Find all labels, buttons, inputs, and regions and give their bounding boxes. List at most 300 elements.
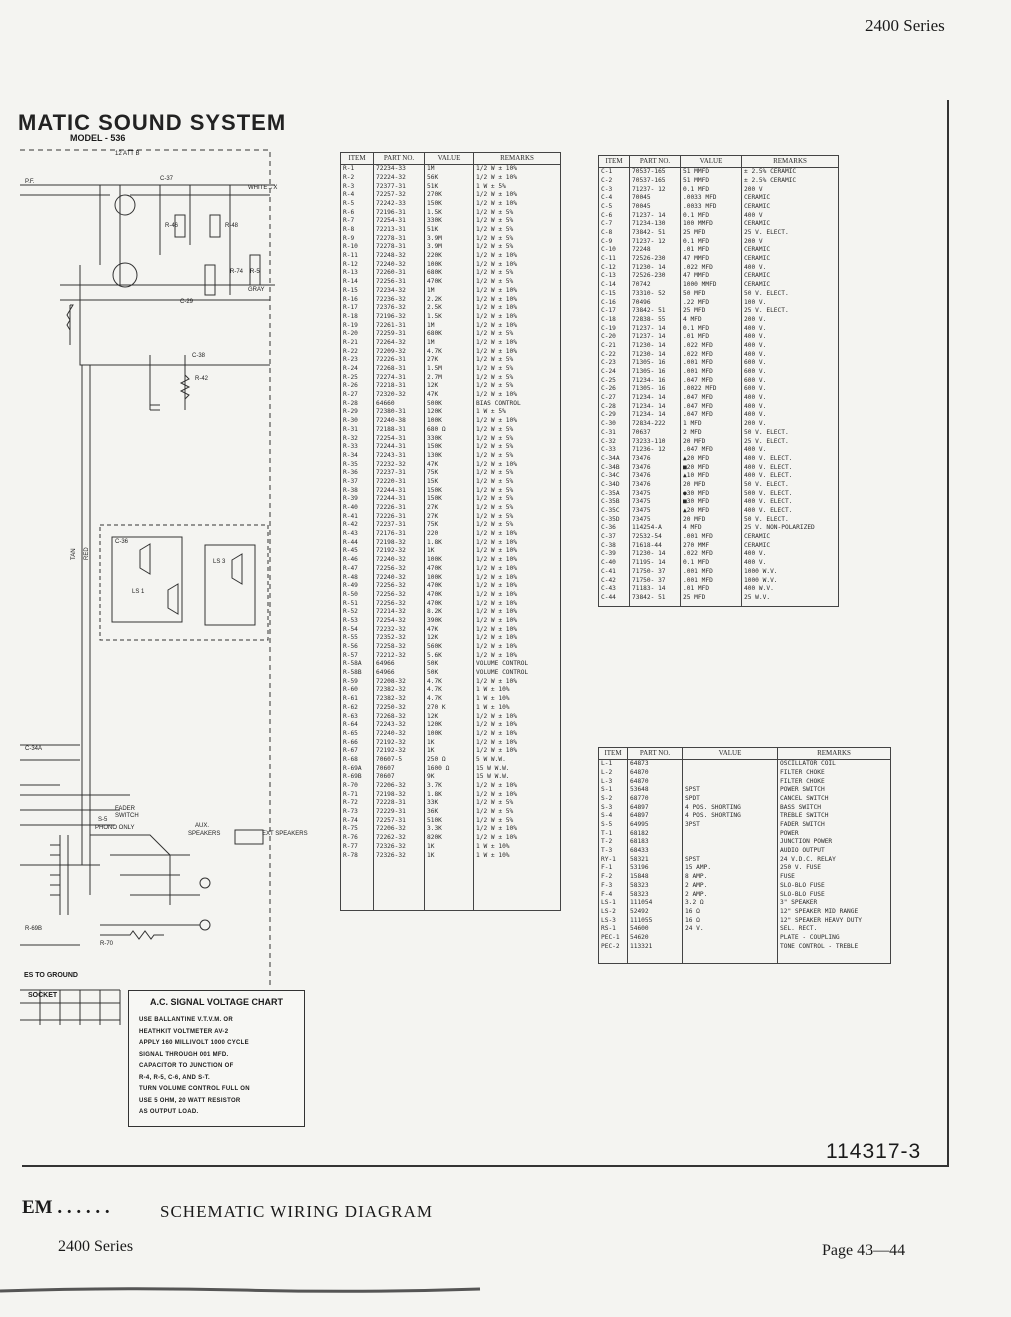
table-cell: 1/2 W ± 5% <box>474 235 561 244</box>
table-row <box>341 565 561 574</box>
table-cell: 1/2 W ± 10% <box>474 825 561 834</box>
table-cell: .022 MFD <box>681 550 742 559</box>
table-cell: 1/2 W ± 10% <box>474 295 561 304</box>
table-cell: R-52 <box>341 608 374 617</box>
table-cell: SPST <box>683 856 778 865</box>
table-row <box>341 599 561 608</box>
table-cell: C-39 <box>599 550 630 559</box>
svg-text:FADER: FADER <box>115 806 136 812</box>
svg-text:AUX.: AUX. <box>195 823 210 829</box>
table-cell: .047 MFD <box>681 403 742 412</box>
table-cell: 3.9M <box>425 235 474 244</box>
table-row <box>599 507 839 516</box>
table-cell: R-58B <box>341 669 374 678</box>
table-cell: 71750- 37 <box>630 568 681 577</box>
table-cell: 100 MMFD <box>681 220 742 229</box>
table-row <box>599 264 839 273</box>
table-cell: R-12 <box>341 261 374 270</box>
table-cell: 100K <box>425 556 474 565</box>
table-cell: C-19 <box>599 324 630 333</box>
table-cell: F-4 <box>599 890 628 899</box>
table-cell: 71237- 14 <box>630 211 681 220</box>
table-cell: 72320-32 <box>374 391 425 400</box>
table-cell: R-47 <box>341 565 374 574</box>
table-cell: ●30 MFD <box>681 489 742 498</box>
table-cell: 1.5K <box>425 208 474 217</box>
table-cell: 72254-31 <box>374 217 425 226</box>
table-cell: 1/2 W ± 5% <box>474 217 561 226</box>
table-cell: C-16 <box>599 298 630 307</box>
table-row <box>599 864 891 873</box>
svg-text:12 ATT B: 12 ATT B <box>115 151 140 157</box>
table-cell: C-35A <box>599 489 630 498</box>
table-cell: R-42 <box>341 521 374 530</box>
table-cell: 1/2 W ± 10% <box>474 252 561 261</box>
table-cell: 200 V. <box>742 420 839 429</box>
svg-text:R-42: R-42 <box>195 376 209 382</box>
table-cell: 100K <box>425 417 474 426</box>
table-cell: 72377-31 <box>374 182 425 191</box>
table-cell: 400 V. <box>742 403 839 412</box>
table-cell: 1/2 W ± 5% <box>474 382 561 391</box>
table-cell: 0.1 MFD <box>681 238 742 247</box>
table-cell: C-41 <box>599 568 630 577</box>
table-cell: 3.2 Ω <box>683 899 778 908</box>
table-cell: F-3 <box>599 882 628 891</box>
table-cell: 1/2 W ± 10% <box>474 261 561 270</box>
table-cell: 1/2 W ± 10% <box>474 287 561 296</box>
table-cell: PEC-1 <box>599 934 628 943</box>
table-cell: 15K <box>425 478 474 487</box>
table-cell: R-8 <box>341 226 374 235</box>
table-cell: .0033 MFD <box>681 203 742 212</box>
table-cell: 3PST <box>683 821 778 830</box>
table-cell: 4.7K <box>425 678 474 687</box>
table-cell <box>683 760 778 769</box>
table-row <box>599 942 891 951</box>
table-cell: .01 MFD <box>681 246 742 255</box>
table-row <box>341 217 561 226</box>
table-row <box>341 374 561 383</box>
table-cell: 68770 <box>628 795 683 804</box>
misc-parts-table-header <box>599 748 891 760</box>
table-row <box>341 295 561 304</box>
table-cell: 1K <box>425 843 474 852</box>
table-cell: 53648 <box>628 786 683 795</box>
table-row <box>341 486 561 495</box>
table-cell: 72240-32 <box>374 730 425 739</box>
table-cell: 400 V. <box>742 411 839 420</box>
table-cell: 16 Ω <box>683 916 778 925</box>
table-row <box>341 313 561 322</box>
table-cell: 1 W ± 10% <box>474 686 561 695</box>
table-cell: .01 MFD <box>681 333 742 342</box>
table-row <box>341 556 561 565</box>
table-row <box>599 795 891 804</box>
table-row <box>599 229 839 238</box>
column-header: REMARKS <box>742 156 839 168</box>
table-cell: 71237- 14 <box>630 333 681 342</box>
table-cell: 71234-130 <box>630 220 681 229</box>
voltage-chart-line: HEATHKIT VOLTMETER AV-2 <box>139 1028 229 1035</box>
table-cell: 270K <box>425 191 474 200</box>
table-cell: 1/2 W ± 5% <box>474 486 561 495</box>
table-row <box>341 252 561 261</box>
table-cell: 200 V <box>742 238 839 247</box>
table-row <box>599 203 839 212</box>
table-cell: 1M <box>425 339 474 348</box>
table-cell: C-24 <box>599 368 630 377</box>
table-cell: R-75 <box>341 825 374 834</box>
table-cell: 64870 <box>628 769 683 778</box>
table-row <box>599 568 839 577</box>
table-cell: R-6 <box>341 208 374 217</box>
table-cell: R-62 <box>341 704 374 713</box>
table-cell: 73475 <box>630 507 681 516</box>
table-cell: F-2 <box>599 873 628 882</box>
table-cell: LS-3 <box>599 916 628 925</box>
table-cell: 51 MMFD <box>681 177 742 186</box>
table-cell: 72198-32 <box>374 791 425 800</box>
table-row <box>341 634 561 643</box>
table-cell: 1/2 W ± 10% <box>474 625 561 634</box>
table-cell: 20 MFD <box>681 516 742 525</box>
table-cell: 1M <box>425 165 474 174</box>
table-cell: 4 MFD <box>681 316 742 325</box>
table-cell: 72196-31 <box>374 208 425 217</box>
table-cell: 25 V. NON-POLARIZED <box>742 524 839 533</box>
table-cell: 1.8K <box>425 539 474 548</box>
table-cell: R-20 <box>341 330 374 339</box>
table-row <box>341 808 561 817</box>
socket-label: SOCKET <box>28 992 58 999</box>
table-cell: 53196 <box>628 864 683 873</box>
table-cell: 560K <box>425 643 474 652</box>
table-cell: 54600 <box>628 925 683 934</box>
table-cell: 8.2K <box>425 608 474 617</box>
table-cell: 0.1 MFD <box>681 185 742 194</box>
table-cell: R-43 <box>341 530 374 539</box>
table-cell: 220 <box>425 530 474 539</box>
table-row <box>599 281 839 290</box>
table-cell: CERAMIC <box>742 281 839 290</box>
table-cell: 72352-32 <box>374 634 425 643</box>
table-cell: 50 V. ELECT. <box>742 290 839 299</box>
table-cell: 72226-31 <box>374 356 425 365</box>
table-row <box>599 786 891 795</box>
table-cell: 1M <box>425 287 474 296</box>
table-row <box>341 704 561 713</box>
table-cell: 70607 <box>374 773 425 782</box>
table-row <box>599 316 839 325</box>
table-cell: 25 W.V. <box>742 594 839 603</box>
resistor-table-header <box>341 153 561 165</box>
table-cell: 72192-32 <box>374 547 425 556</box>
table-cell: 12" SPEAKER HEAVY DUTY <box>778 916 891 925</box>
table-cell: 70496 <box>630 298 681 307</box>
table-row <box>341 182 561 191</box>
table-cell: 72244-31 <box>374 495 425 504</box>
table-row <box>599 542 839 551</box>
table-row <box>599 455 839 464</box>
table-row <box>599 168 839 177</box>
table-cell: 20 MFD <box>681 481 742 490</box>
table-cell: CERAMIC <box>742 194 839 203</box>
table-row <box>341 200 561 209</box>
table-cell: R-35 <box>341 460 374 469</box>
table-row <box>341 460 561 469</box>
table-cell: 71237- 12 <box>630 185 681 194</box>
table-cell: 1/2 W ± 5% <box>474 504 561 513</box>
table-cell: R-24 <box>341 365 374 374</box>
table-cell: T-1 <box>599 830 628 839</box>
table-cell: 1/2 W ± 10% <box>474 791 561 800</box>
table-cell: R-78 <box>341 851 374 860</box>
svg-text:R-69B: R-69B <box>25 926 43 932</box>
table-cell: C-6 <box>599 211 630 220</box>
table-row <box>599 420 839 429</box>
table-cell: 250 V. FUSE <box>778 864 891 873</box>
table-cell: C-34A <box>599 455 630 464</box>
table-cell: 72256-32 <box>374 599 425 608</box>
table-cell: 72237-31 <box>374 469 425 478</box>
footer-series: 2400 Series <box>58 1238 134 1255</box>
table-cell: R-68 <box>341 756 374 765</box>
table-cell: 72250-32 <box>374 704 425 713</box>
table-cell: 510K <box>425 817 474 826</box>
table-row <box>341 625 561 634</box>
table-cell: POWER <box>778 830 891 839</box>
table-cell: 5.6K <box>425 652 474 661</box>
table-cell: 75K <box>425 521 474 530</box>
table-cell: 72232-32 <box>374 460 425 469</box>
table-cell: C-38 <box>599 542 630 551</box>
table-cell: 1000 MMFD <box>681 281 742 290</box>
table-cell: R-9 <box>341 235 374 244</box>
svg-text:SPEAKERS: SPEAKERS <box>188 831 221 837</box>
table-cell: 113321 <box>628 942 683 951</box>
table-cell: 33K <box>425 799 474 808</box>
table-cell: 72260-31 <box>374 269 425 278</box>
table-cell: C-34C <box>599 472 630 481</box>
voltage-chart-line: TURN VOLUME CONTROL FULL ON <box>139 1086 250 1092</box>
table-cell: 72256-32 <box>374 591 425 600</box>
table-cell: SPDT <box>683 795 778 804</box>
table-cell: 400 V. <box>742 559 839 568</box>
table-row <box>341 165 561 174</box>
table-cell: 50K <box>425 669 474 678</box>
column-header: ITEM <box>599 156 630 168</box>
table-cell: ▲20 MFD <box>681 507 742 516</box>
table-cell: 72326-32 <box>374 851 425 860</box>
table-cell: 25 V. ELECT. <box>742 229 839 238</box>
table-row <box>341 782 561 791</box>
table-cell: 1600 Ω <box>425 764 474 773</box>
table-row <box>341 426 561 435</box>
voltage-chart-title: A.C. SIGNAL VOLTAGE CHART <box>149 997 283 1007</box>
table-cell: BIAS CONTROL <box>474 400 561 409</box>
table-cell: R-34 <box>341 452 374 461</box>
table-row <box>599 255 839 264</box>
table-cell: 1/2 W ± 5% <box>474 374 561 383</box>
table-cell: C-10 <box>599 246 630 255</box>
table-cell: C-5 <box>599 203 630 212</box>
table-cell: 470K <box>425 582 474 591</box>
table-cell: R-73 <box>341 808 374 817</box>
table-cell: 72326-32 <box>374 843 425 852</box>
table-cell: 72268-32 <box>374 712 425 721</box>
table-cell: 72278-31 <box>374 243 425 252</box>
table-cell: 1/2 W ± 10% <box>474 834 561 843</box>
table-cell: R-3 <box>341 182 374 191</box>
table-cell: 25 V. ELECT. <box>742 307 839 316</box>
table-cell: R-45 <box>341 547 374 556</box>
table-row <box>599 847 891 856</box>
table-cell: C-22 <box>599 350 630 359</box>
table-cell: 71183- 14 <box>630 585 681 594</box>
table-cell: CERAMIC <box>742 220 839 229</box>
table-cell <box>474 860 561 911</box>
table-row <box>599 324 839 333</box>
table-cell: R-56 <box>341 643 374 652</box>
table-cell: 1/2 W ± 10% <box>474 539 561 548</box>
table-cell: 72209-32 <box>374 347 425 356</box>
table-row <box>599 446 839 455</box>
voltage-chart-box <box>128 990 305 1127</box>
table-cell: C-44 <box>599 594 630 603</box>
table-cell: 70537-165 <box>630 177 681 186</box>
table-cell: 73476 <box>630 481 681 490</box>
table-cell: R-17 <box>341 304 374 313</box>
table-cell: 1/2 W ± 10% <box>474 313 561 322</box>
table-cell: 75K <box>425 469 474 478</box>
table-row <box>341 235 561 244</box>
table-row <box>341 391 561 400</box>
table-row <box>341 530 561 539</box>
table-cell: 72243-32 <box>374 721 425 730</box>
table-cell: R-53 <box>341 617 374 626</box>
table-cell: 72382-32 <box>374 695 425 704</box>
table-cell: 1.5M <box>425 365 474 374</box>
svg-text:R-48: R-48 <box>225 223 239 229</box>
table-cell: R-72 <box>341 799 374 808</box>
table-cell: 72240-38 <box>374 417 425 426</box>
table-row <box>341 287 561 296</box>
table-cell: .001 MFD <box>681 576 742 585</box>
table-row <box>341 573 561 582</box>
table-cell: 73233-110 <box>630 437 681 446</box>
table-cell: 120K <box>425 408 474 417</box>
table-cell: TONE CONTROL - TREBLE <box>778 942 891 951</box>
table-cell <box>683 951 778 964</box>
table-cell: R-23 <box>341 356 374 365</box>
table-cell <box>778 951 891 964</box>
table-cell: 71195- 14 <box>630 559 681 568</box>
table-cell: 1/2 W ± 10% <box>474 782 561 791</box>
table-cell: ■20 MFD <box>681 463 742 472</box>
table-cell: 71305- 16 <box>630 368 681 377</box>
table-row <box>341 365 561 374</box>
svg-text:C-37: C-37 <box>160 176 174 182</box>
column-header: REMARKS <box>778 748 891 760</box>
table-row <box>341 521 561 530</box>
table-row <box>599 856 891 865</box>
table-cell: 72232-32 <box>374 625 425 634</box>
table-row <box>599 838 891 847</box>
table-row <box>599 830 891 839</box>
table-cell: 16 Ω <box>683 908 778 917</box>
table-filler-row <box>599 602 839 607</box>
table-row <box>341 756 561 765</box>
svg-text:R-74: R-74 <box>230 269 244 275</box>
column-header: VALUE <box>683 748 778 760</box>
table-cell: 680K <box>425 269 474 278</box>
table-cell: FILTER CHOKE <box>778 777 891 786</box>
table-row <box>599 576 839 585</box>
table-cell: CERAMIC <box>742 246 839 255</box>
svg-text:R-5: R-5 <box>250 269 260 275</box>
table-cell: 71230- 14 <box>630 550 681 559</box>
table-cell: .047 MFD <box>681 377 742 386</box>
voltage-chart-line: USE BALLANTINE V.T.V.M. OR <box>139 1017 234 1023</box>
table-cell: R-5 <box>341 200 374 209</box>
table-cell: 1/2 W ± 10% <box>474 652 561 661</box>
table-cell: 500K <box>425 400 474 409</box>
column-header: PART NO. <box>630 156 681 168</box>
table-row <box>599 472 839 481</box>
table-cell: 73842- 51 <box>630 594 681 603</box>
table-cell: .001 MFD <box>681 568 742 577</box>
table-cell: 400 V. <box>742 550 839 559</box>
table-cell: 3.7K <box>425 782 474 791</box>
table-row <box>599 298 839 307</box>
table-filler-row <box>599 951 891 964</box>
table-cell: 72206-32 <box>374 782 425 791</box>
table-cell: 400 V. <box>742 342 839 351</box>
table-cell: 15 W W.W. <box>474 764 561 773</box>
table-cell <box>683 847 778 856</box>
table-row <box>599 803 891 812</box>
table-cell: C-40 <box>599 559 630 568</box>
table-cell: 100 V. <box>742 298 839 307</box>
table-cell: 72192-32 <box>374 747 425 756</box>
table-cell: 1/2 W ± 5% <box>474 452 561 461</box>
table-cell: 1.5K <box>425 313 474 322</box>
table-row <box>599 769 891 778</box>
table-cell: C-30 <box>599 420 630 429</box>
table-cell: R-76 <box>341 834 374 843</box>
table-cell: 70045 <box>630 203 681 212</box>
table-cell: 72382-32 <box>374 686 425 695</box>
table-cell: 71750- 37 <box>630 576 681 585</box>
table-cell: 1/2 W ± 10% <box>474 721 561 730</box>
table-cell: R-69A <box>341 764 374 773</box>
table-cell: 68182 <box>628 830 683 839</box>
table-row <box>341 834 561 843</box>
table-row <box>341 721 561 730</box>
table-cell: R-37 <box>341 478 374 487</box>
table-cell: 400 V <box>742 211 839 220</box>
table-cell: .047 MFD <box>681 394 742 403</box>
table-cell: 1/2 W ± 5% <box>474 817 561 826</box>
table-cell: LS-2 <box>599 908 628 917</box>
table-cell: 72254-32 <box>374 617 425 626</box>
table-cell: C-3 <box>599 185 630 194</box>
table-cell: 390K <box>425 617 474 626</box>
table-cell: 1K <box>425 547 474 556</box>
table-cell: 71305- 16 <box>630 359 681 368</box>
table-row <box>341 730 561 739</box>
